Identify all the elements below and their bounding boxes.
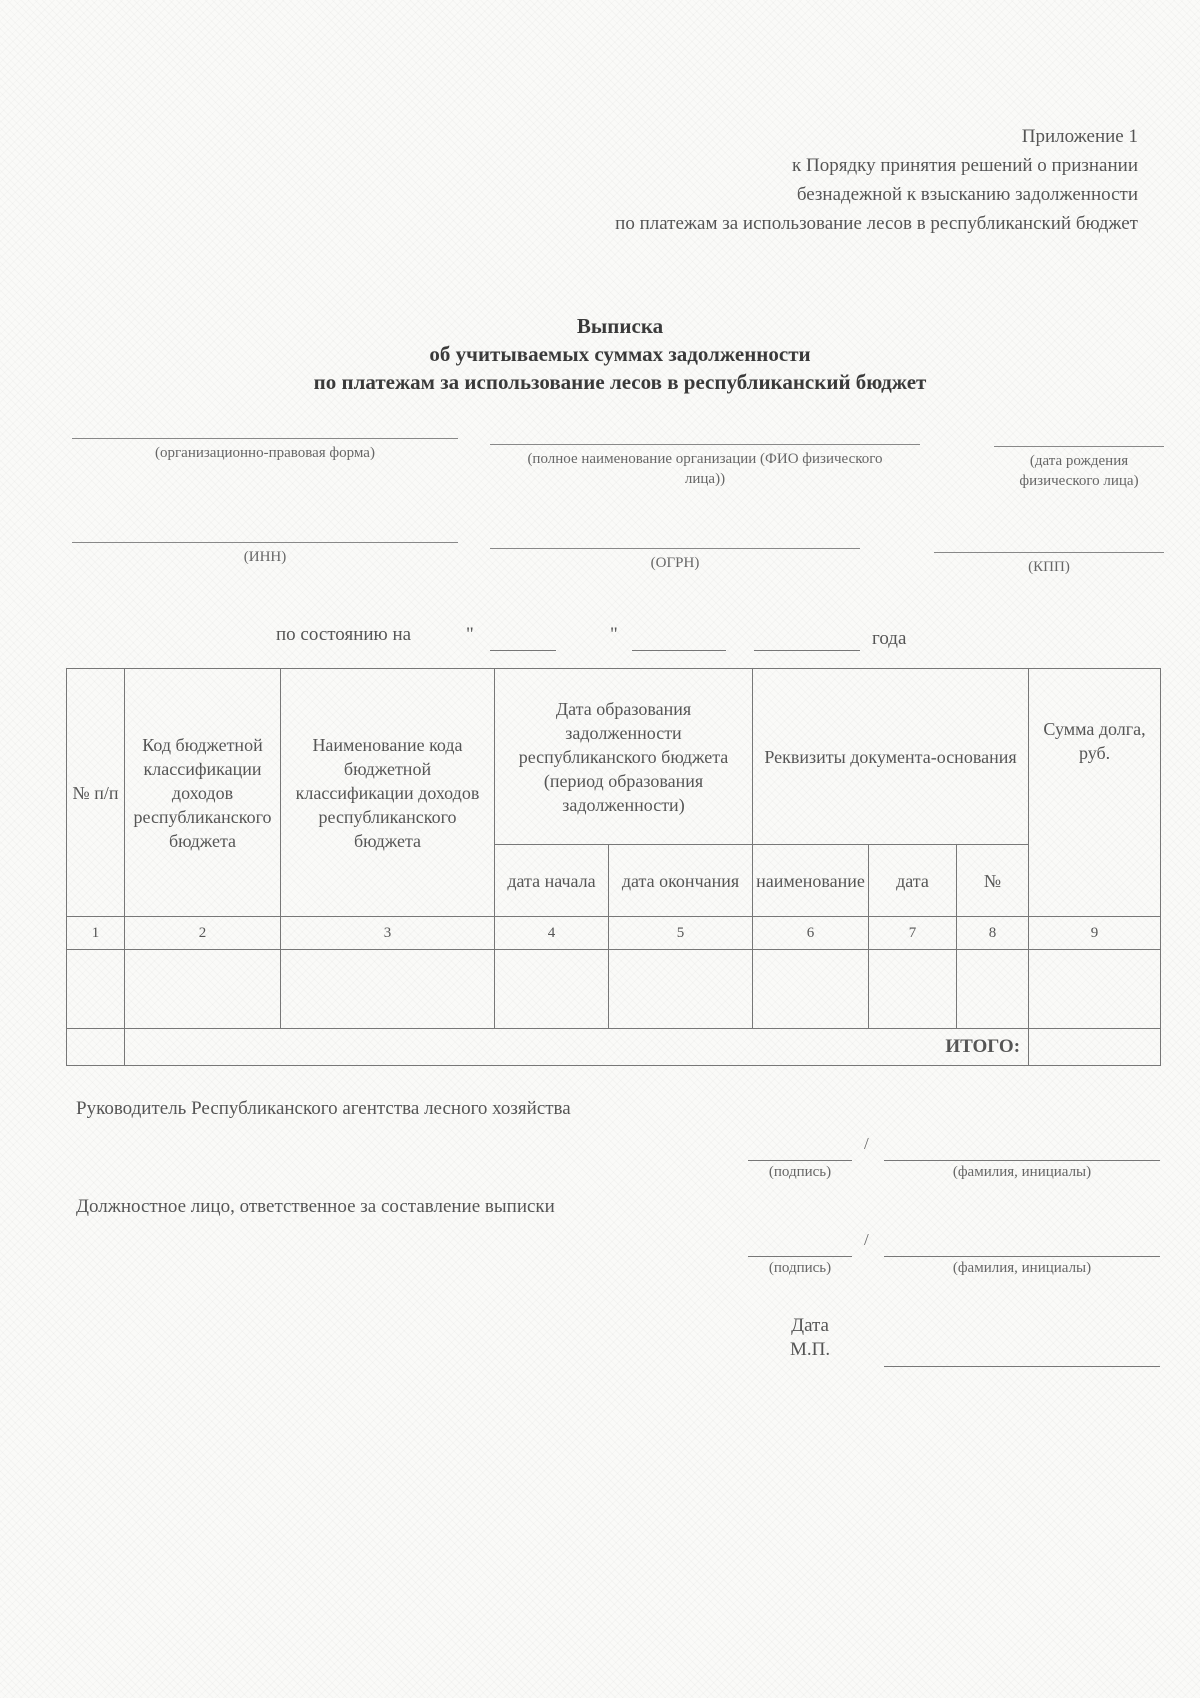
cell-budget-code[interactable] — [125, 950, 281, 1029]
kpp-caption: (КПП) — [1028, 559, 1070, 575]
col-num-1: 1 — [67, 917, 125, 950]
as-of-suffix: года — [872, 628, 907, 649]
appendix-line-4: по платежам за использование лесов в республиканский бюджет — [615, 213, 1138, 234]
header-doc-num: № — [957, 845, 1029, 917]
ogrn-field[interactable] — [490, 548, 860, 573]
total-blank — [67, 1029, 125, 1066]
kpp-field[interactable] — [934, 552, 1164, 577]
header-code-name: Наименование кода бюджетной классификации доходов республиканского бюджета — [281, 669, 495, 917]
col-num-9: 9 — [1029, 917, 1161, 950]
header-doc-date: дата — [869, 845, 957, 917]
col-num-7: 7 — [869, 917, 957, 950]
official-name-caption: (фамилия, инициалы) — [952, 1260, 1092, 1276]
cell-num[interactable] — [67, 950, 125, 1029]
total-label: ИТОГО: — [125, 1029, 1029, 1066]
title-line-3: по платежам за использование лесов в республиканский бюджет — [313, 370, 927, 394]
head-sign-caption: (подпись) — [768, 1164, 832, 1180]
cell-doc-name[interactable] — [753, 950, 869, 1029]
total-row — [67, 1029, 1161, 1066]
as-of-month-blank[interactable] — [632, 630, 726, 651]
col-num-6: 6 — [753, 917, 869, 950]
official-signature-line[interactable] — [748, 1256, 852, 1257]
head-name-caption: (фамилия, инициалы) — [952, 1164, 1092, 1180]
document-title — [0, 312, 1200, 396]
debt-table — [66, 668, 1161, 1066]
header-debt-date: Дата образования задолженности республиканского бюджета (период образования задолженности) — [495, 669, 753, 845]
title-line-1: Выписка — [576, 314, 664, 338]
stamp-label: М.П. — [790, 1339, 831, 1360]
cell-doc-date[interactable] — [869, 950, 957, 1029]
birth-date-field[interactable] — [994, 446, 1164, 491]
cell-code-name[interactable] — [281, 950, 495, 1029]
title-line-2: об учитываемых суммах задолженности — [429, 342, 811, 366]
quote-open: " — [466, 624, 474, 645]
header-row-1 — [67, 669, 1161, 845]
org-form-field[interactable] — [72, 438, 458, 463]
total-sum-cell[interactable] — [1029, 1029, 1161, 1066]
col-num-5: 5 — [609, 917, 753, 950]
header-doc-name: наименование — [753, 845, 869, 917]
as-of-prefix: по состоянию на — [276, 624, 412, 645]
col-num-3: 3 — [281, 917, 495, 950]
appendix-line-1: Приложение 1 — [1021, 126, 1138, 147]
header-sum: Сумма долга, руб. — [1029, 669, 1161, 917]
cell-doc-num[interactable] — [957, 950, 1029, 1029]
as-of-day-blank[interactable] — [490, 630, 556, 651]
full-name-caption: (полное наименование организации (ФИО физического лица)) — [527, 451, 883, 487]
header-doc-details: Реквизиты документа-основания — [753, 669, 1029, 845]
date-stamp-labels — [790, 1314, 830, 1362]
cell-date-end[interactable] — [609, 950, 753, 1029]
full-name-field[interactable] — [490, 444, 920, 489]
head-signatory-label: Руководитель Республиканского агентства лесного хозяйства — [76, 1098, 571, 1119]
birth-date-caption: (дата рождения физического лица) — [1019, 453, 1139, 489]
official-slash: / — [864, 1230, 869, 1249]
col-num-2: 2 — [125, 917, 281, 950]
head-slash: / — [864, 1134, 869, 1153]
header-date-end: дата окончания — [609, 845, 753, 917]
official-sign-caption: (подпись) — [768, 1260, 832, 1276]
quote-close: " — [610, 624, 618, 645]
official-name-line[interactable] — [884, 1256, 1160, 1257]
appendix-header — [438, 122, 1138, 238]
date-label: Дата — [791, 1315, 829, 1336]
head-name-line[interactable] — [884, 1160, 1160, 1161]
as-of-year-blank[interactable] — [754, 630, 860, 651]
cell-sum[interactable] — [1029, 950, 1161, 1029]
org-form-caption: (организационно-правовая форма) — [155, 445, 375, 461]
header-date-start: дата начала — [495, 845, 609, 917]
official-signatory-label: Должностное лицо, ответственное за составление выписки — [76, 1196, 555, 1217]
inn-field[interactable] — [72, 542, 458, 567]
ogrn-caption: (ОГРН) — [650, 555, 700, 571]
cell-date-start[interactable] — [495, 950, 609, 1029]
col-num-8: 8 — [957, 917, 1029, 950]
header-budget-code: Код бюджетной классификации доходов республиканского бюджета — [125, 669, 281, 917]
column-number-row — [67, 917, 1161, 950]
table-row — [67, 950, 1161, 1029]
appendix-line-3: безнадежной к взысканию задолженности — [796, 184, 1138, 205]
col-num-4: 4 — [495, 917, 609, 950]
date-line[interactable] — [884, 1366, 1160, 1367]
header-num: № п/п — [67, 669, 125, 917]
head-signature-line[interactable] — [748, 1160, 852, 1161]
appendix-line-2: к Порядку принятия решений о признании — [792, 155, 1138, 176]
inn-caption: (ИНН) — [243, 549, 287, 565]
